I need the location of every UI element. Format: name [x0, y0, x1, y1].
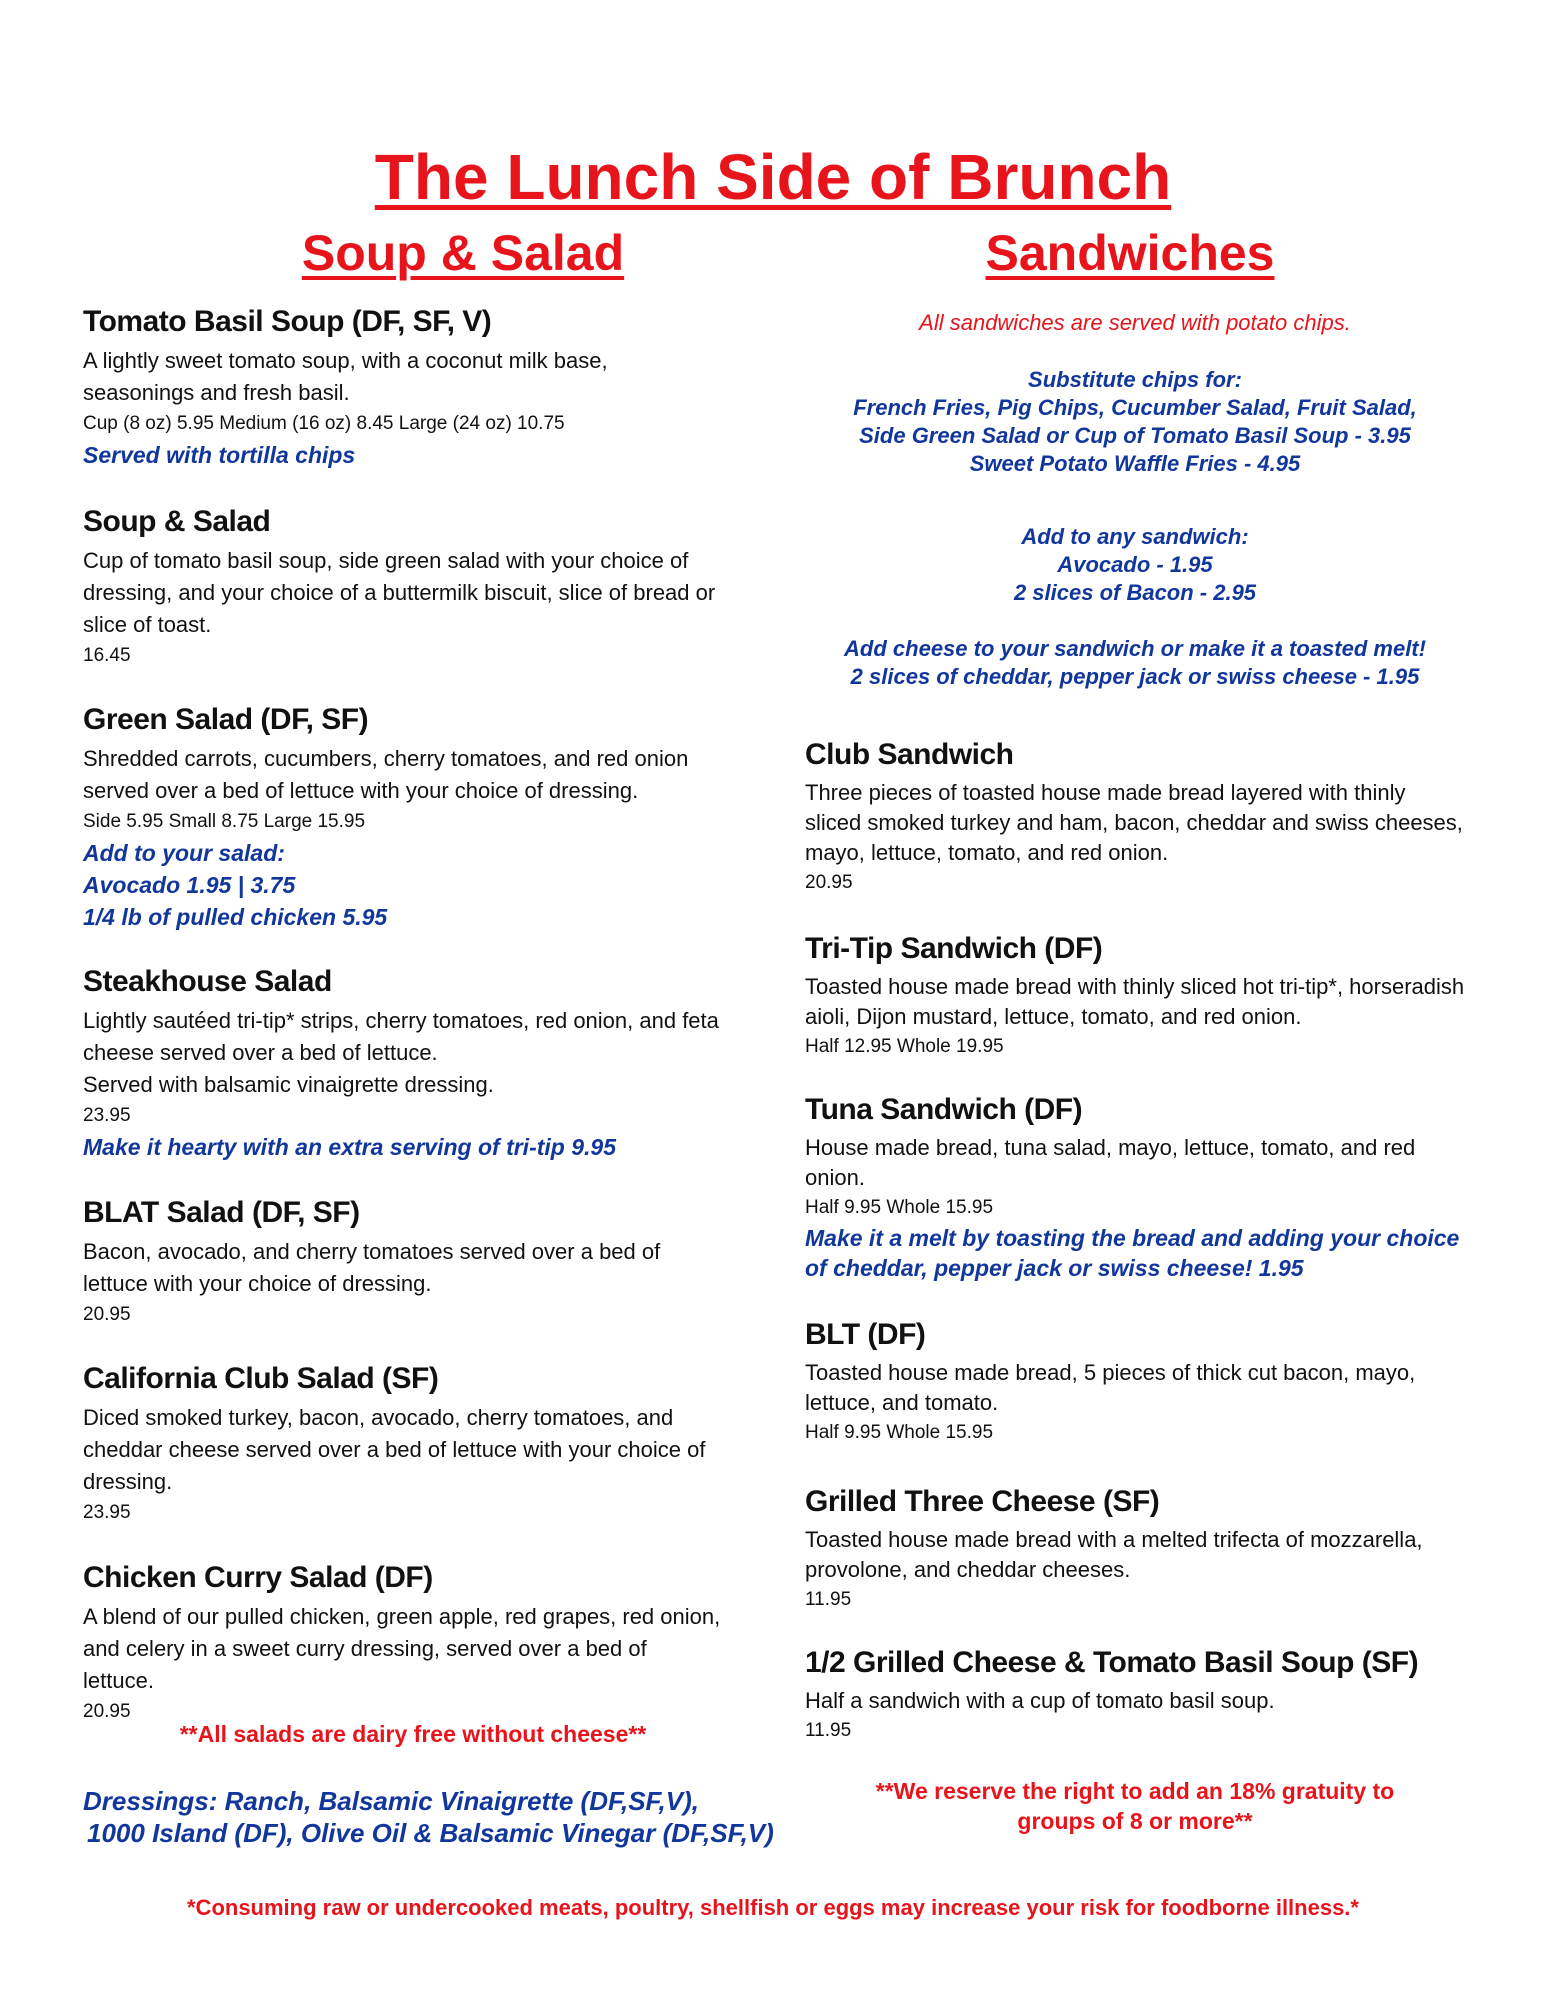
cheese-line: 2 slices of cheddar, pepper jack or swiss cheese - 1.95	[850, 664, 1420, 689]
menu-item-green-salad	[83, 703, 723, 933]
gratuity-note	[805, 1776, 1465, 1836]
menu-title: The Lunch Side of Brunch	[374, 141, 1172, 213]
menu-item-steakhouse-salad	[83, 965, 723, 1163]
item-note: Make it hearty with an extra serving of tri-tip 9.95	[83, 1134, 616, 1160]
item-price: Half 9.95 Whole 15.95	[805, 1422, 994, 1443]
item-description: Bacon, avocado, and cherry tomatoes served over a bed of lettuce with your choice of dressing.	[83, 1239, 661, 1296]
dressings-list	[83, 1785, 803, 1849]
cheese-line: Add cheese to your sandwich or make it a toasted melt!	[844, 636, 1426, 661]
item-description: Shredded carrots, cucumbers, cherry tomatoes, and red onion served over a bed of lettuce with your choice of dressing.	[83, 746, 689, 803]
item-name: Grilled Three Cheese (SF)	[805, 1485, 1160, 1518]
item-name: Tomato Basil Soup (DF, SF, V)	[83, 305, 492, 338]
sandwich-info	[805, 310, 1465, 691]
item-name: Club Sandwich	[805, 738, 1014, 771]
item-price: 23.95	[83, 1502, 131, 1523]
item-name: Soup & Salad	[83, 505, 271, 538]
item-price: Half 9.95 Whole 15.95	[805, 1197, 994, 1218]
item-name: Green Salad (DF, SF)	[83, 703, 369, 736]
item-description: House made bread, tuna salad, mayo, lettuce, tomato, and red onion.	[805, 1135, 1416, 1190]
dressings-line: Dressings: Ranch, Balsamic Vinaigrette (DF,SF,V),	[83, 1786, 699, 1816]
item-price: 20.95	[83, 1701, 131, 1722]
menu-item-grilled-three-cheese	[805, 1485, 1465, 1615]
sandwich-intro: All sandwiches are served with potato chips.	[919, 310, 1351, 335]
menu-item-chicken-curry-salad	[83, 1561, 723, 1727]
item-description: Lightly sautéed tri-tip* strips, cherry tomatoes, red onion, and feta cheese served over a bed of lettuce.	[83, 1008, 719, 1065]
item-description: Three pieces of toasted house made bread layered with thinly sliced smoked turkey and ham, bacon, cheddar and swiss cheeses, mayo, lettuce, tomato, and red onion.	[805, 780, 1463, 865]
item-description: A lightly sweet tomato soup, with a coconut milk base, seasonings and fresh basil.	[83, 348, 608, 405]
menu-item-half-grilled-cheese-soup	[805, 1646, 1465, 1746]
sandwiches-heading: Sandwiches	[985, 225, 1275, 281]
item-name: Steakhouse Salad	[83, 965, 332, 998]
item-description: Toasted house made bread, 5 pieces of thick cut bacon, mayo, lettuce, and tomato.	[805, 1360, 1416, 1415]
item-note: Make it a melt by toasting the bread and adding your choice of cheddar, pepper jack or swiss cheese! 1.95	[805, 1225, 1460, 1281]
item-note: Avocado 1.95 | 3.75	[83, 872, 296, 898]
soup-salad-heading: Soup & Salad	[301, 225, 625, 281]
item-description: A blend of our pulled chicken, green apple, red grapes, red onion, and celery in a sweet curry dressing, served over a bed of lettuce.	[83, 1604, 721, 1693]
item-price: 23.95	[83, 1105, 131, 1126]
item-note: 1/4 lb of pulled chicken 5.95	[83, 904, 388, 930]
menu-item-tri-tip-sandwich	[805, 932, 1465, 1062]
item-price: 11.95	[805, 1720, 852, 1741]
item-description: Served with balsamic vinaigrette dressing.	[83, 1072, 494, 1097]
item-description: Toasted house made bread with thinly sliced hot tri-tip*, horseradish aioli, Dijon mustard, lettuce, tomato, and red onion.	[805, 974, 1465, 1029]
add-on-line: Avocado - 1.95	[1057, 552, 1213, 577]
item-name: 1/2 Grilled Cheese & Tomato Basil Soup (SF)	[805, 1646, 1419, 1679]
item-name: California Club Salad (SF)	[83, 1362, 439, 1395]
item-name: Tri-Tip Sandwich (DF)	[805, 932, 1103, 965]
substitute-line: Substitute chips for:	[1028, 367, 1242, 392]
item-price: 11.95	[805, 1589, 852, 1610]
menu-item-soup-and-salad	[83, 505, 723, 671]
item-name: BLAT Salad (DF, SF)	[83, 1196, 360, 1229]
menu-item-blat-salad	[83, 1196, 723, 1330]
item-name: Tuna Sandwich (DF)	[805, 1093, 1083, 1126]
item-description: Cup of tomato basil soup, side green salad with your choice of dressing, and your choice of a buttermilk biscuit, slice of bread or slice of toast.	[83, 548, 716, 637]
dressings-line: 1000 Island (DF), Olive Oil & Balsamic Vinegar (DF,SF,V)	[87, 1818, 774, 1848]
item-description: Half a sandwich with a cup of tomato basil soup.	[805, 1688, 1275, 1713]
menu-item-blt	[805, 1318, 1465, 1448]
item-price: Half 12.95 Whole 19.95	[805, 1036, 1004, 1057]
item-note: Served with tortilla chips	[83, 442, 356, 468]
foodborne-illness-warning: *Consuming raw or undercooked meats, poultry, shellfish or eggs may increase your risk for foodborne illness.*	[187, 1895, 1359, 1920]
item-price: Side 5.95 Small 8.75 Large 15.95	[83, 811, 366, 832]
menu-item-california-club-salad	[83, 1362, 723, 1528]
gratuity-line: groups of 8 or more**	[1017, 1808, 1253, 1834]
add-on-line: Add to any sandwich:	[1021, 524, 1249, 549]
item-price: 20.95	[805, 872, 853, 893]
menu-item-tomato-basil-soup	[83, 305, 723, 471]
menu-item-tuna-sandwich	[805, 1093, 1465, 1283]
dairy-free-note: **All salads are dairy free without cheese**	[179, 1721, 647, 1747]
item-price: 20.95	[83, 1304, 131, 1325]
item-name: Chicken Curry Salad (DF)	[83, 1561, 433, 1594]
add-on-line: 2 slices of Bacon - 2.95	[1013, 580, 1257, 605]
menu-item-club-sandwich	[805, 738, 1465, 898]
item-price: Cup (8 oz) 5.95 Medium (16 oz) 8.45 Large (24 oz) 10.75	[83, 413, 565, 434]
gratuity-line: **We reserve the right to add an 18% gratuity to	[875, 1778, 1395, 1804]
substitute-line: Sweet Potato Waffle Fries - 4.95	[969, 451, 1301, 476]
substitute-line: Side Green Salad or Cup of Tomato Basil Soup - 3.95	[859, 423, 1411, 448]
item-note: Add to your salad:	[83, 840, 285, 866]
substitute-line: French Fries, Pig Chips, Cucumber Salad, Fruit Salad,	[853, 395, 1417, 420]
item-name: BLT (DF)	[805, 1318, 926, 1351]
item-description: Toasted house made bread with a melted trifecta of mozzarella, provolone, and cheddar cheeses.	[805, 1527, 1423, 1582]
item-description: Diced smoked turkey, bacon, avocado, cherry tomatoes, and cheddar cheese served over a bed of lettuce with your choice of dressing.	[83, 1405, 706, 1494]
item-price: 16.45	[83, 645, 131, 666]
